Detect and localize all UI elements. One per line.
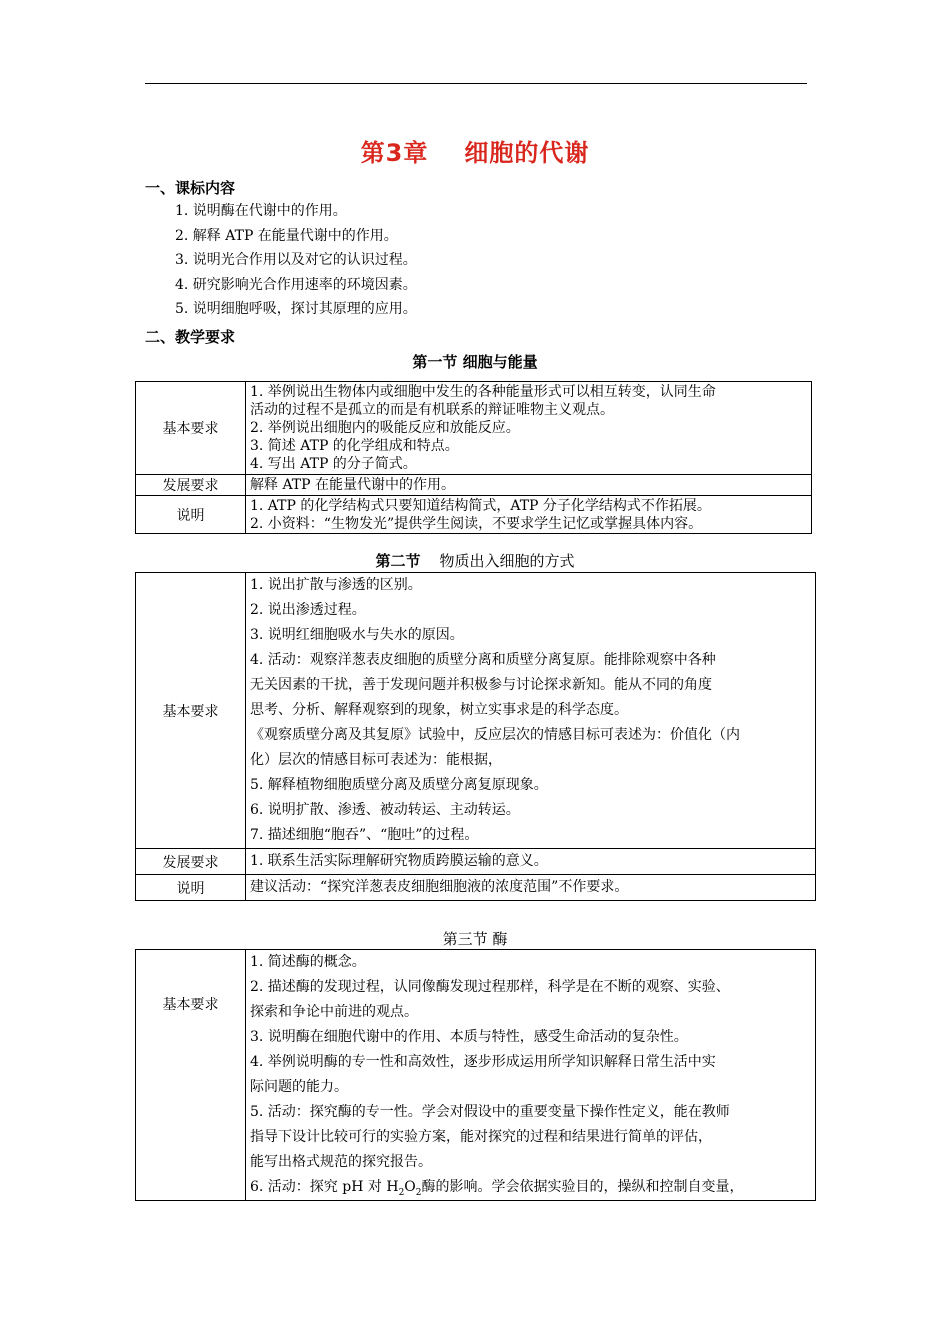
- curriculum-item: 4. 研究影响光合作用速率的环境因素。: [175, 276, 417, 293]
- table-row: [136, 950, 816, 1201]
- curriculum-item: 1. 说明酶在代谢中的作用。: [175, 203, 347, 219]
- row-label: 发展要求: [136, 849, 246, 875]
- row-label: 基本要求: [136, 950, 246, 1201]
- chapter-name: 细胞的代谢: [464, 139, 590, 167]
- content-line: 2. 说出渗透过程。: [250, 602, 366, 618]
- curriculum-heading: 一、课标内容: [145, 179, 236, 197]
- content-line: 指导下设计比较可行的实验方案，能对探究的过程和结果进行简单的评估，: [250, 1129, 712, 1145]
- section-2-title: 第二节 物质出入细胞的方式: [375, 552, 575, 570]
- content-line: 《观察质壁分离及其复原》试验中，反应层次的情感目标可表述为：价值化（内: [250, 727, 740, 743]
- content-line: 2. 举例说出细胞内的吸能反应和放能反应。: [250, 420, 520, 436]
- content-line: 无关因素的干扰，善于发现问题并积极参与讨论探求新知。能从不同的角度: [250, 677, 712, 693]
- row-content: [246, 875, 816, 901]
- content-line: 建议活动：“探究洋葱表皮细胞细胞液的浓度范围”不作要求。: [250, 879, 629, 895]
- section-1-table: [135, 381, 812, 534]
- content-line: 3. 简述 ATP 的化学组成和特点。: [250, 438, 459, 454]
- content-line: 4. 举例说明酶的专一性和高效性，逐步形成运用所学知识解释日常生活中实: [250, 1054, 716, 1070]
- chapter-title: [0, 133, 950, 168]
- content-line: 1. ATP 的化学结构式只要知道结构简式，ATP 分子化学结构式不作拓展。: [250, 497, 711, 514]
- content-line: 化）层次的情感目标可表述为：能根据，: [250, 752, 502, 768]
- content-line: 1. 举例说出生物体内或细胞中发生的各种能量形式可以相互转变，认同生命: [250, 384, 716, 400]
- content-line: 活动的过程不是孤立的而是有机联系的辩证唯物主义观点。: [250, 402, 614, 418]
- curriculum-item: 3. 说明光合作用以及对它的认识过程。: [175, 252, 417, 268]
- content-line: 4. 活动：观察洋葱表皮细胞的质壁分离和质壁分离复原。能排除观察中各种: [250, 652, 716, 668]
- row-content: [246, 573, 816, 849]
- content-line: 5. 活动：探究酶的专一性。学会对假设中的重要变量下操作性定义，能在教师: [250, 1104, 730, 1120]
- table-row: [136, 875, 816, 901]
- curriculum-item: 2. 解释 ATP 在能量代谢中的作用。: [175, 227, 398, 244]
- table-row: [136, 496, 812, 534]
- header-rule: [145, 83, 807, 84]
- table-row: [136, 382, 812, 475]
- content-line: 2. 小资料：“生物发光”提供学生阅读，不要求学生记忆或掌握具体内容。: [250, 515, 703, 532]
- row-content: [246, 496, 812, 534]
- content-line: 思考、分析、解释观察到的现象，树立实事求是的科学态度。: [250, 702, 628, 718]
- row-content: [246, 849, 816, 875]
- curriculum-item: 5. 说明细胞呼吸，探讨其原理的应用。: [175, 301, 417, 317]
- row-label: 说明: [136, 875, 246, 901]
- content-line: 1. 联系生活实际理解研究物质跨膜运输的意义。: [250, 853, 548, 869]
- table-row: [136, 849, 816, 875]
- chapter-number: 第3章: [360, 139, 429, 167]
- content-line: 1. 简述酶的概念。: [250, 954, 366, 970]
- content-line: 解释 ATP 在能量代谢中的作用。: [250, 477, 456, 493]
- row-label: 发展要求: [136, 475, 246, 496]
- content-line: 能写出格式规范的探究报告。: [250, 1154, 432, 1170]
- section-3-title: 第三节 酶: [442, 930, 508, 948]
- row-content: [246, 382, 812, 475]
- content-line: 5. 解释植物细胞质壁分离及质壁分离复原现象。: [250, 777, 548, 793]
- row-content: [246, 950, 816, 1201]
- content-line: 3. 说明红细胞吸水与失水的原因。: [250, 627, 464, 643]
- table-row: [136, 573, 816, 849]
- teaching-heading: 二、教学要求: [145, 328, 236, 346]
- content-line: 6. 活动：探究 pH 对 $H_2O_2$酶的影响。学会依据实验目的，操纵和控制自变量，: [250, 1179, 744, 1198]
- curriculum-list: [175, 199, 417, 322]
- content-line: 2. 描述酶的发现过程，认同像酶发现过程那样，科学是在不断的观察、实验、: [250, 979, 730, 995]
- content-line: 探索和争论中前进的观点。: [250, 1004, 418, 1020]
- row-label: 基本要求: [136, 382, 246, 475]
- row-label: 说明: [136, 496, 246, 534]
- content-line: 1. 说出扩散与渗透的区别。: [250, 577, 422, 593]
- section-3-table: [135, 949, 816, 1201]
- section-1-title: 第一节 细胞与能量: [412, 353, 538, 371]
- row-content: [246, 475, 812, 496]
- content-line: 7. 描述细胞“胞吞”、“胞吐”的过程。: [250, 827, 479, 843]
- content-line: 3. 说明酶在细胞代谢中的作用、本质与特性，感受生命活动的复杂性。: [250, 1029, 688, 1045]
- table-row: [136, 475, 812, 496]
- content-line: 6. 说明扩散、渗透、被动转运、主动转运。: [250, 802, 520, 818]
- content-line: 4. 写出 ATP 的分子简式。: [250, 456, 417, 472]
- section-2-table: [135, 572, 816, 901]
- row-label: 基本要求: [136, 573, 246, 849]
- content-line: 际问题的能力。: [250, 1079, 348, 1095]
